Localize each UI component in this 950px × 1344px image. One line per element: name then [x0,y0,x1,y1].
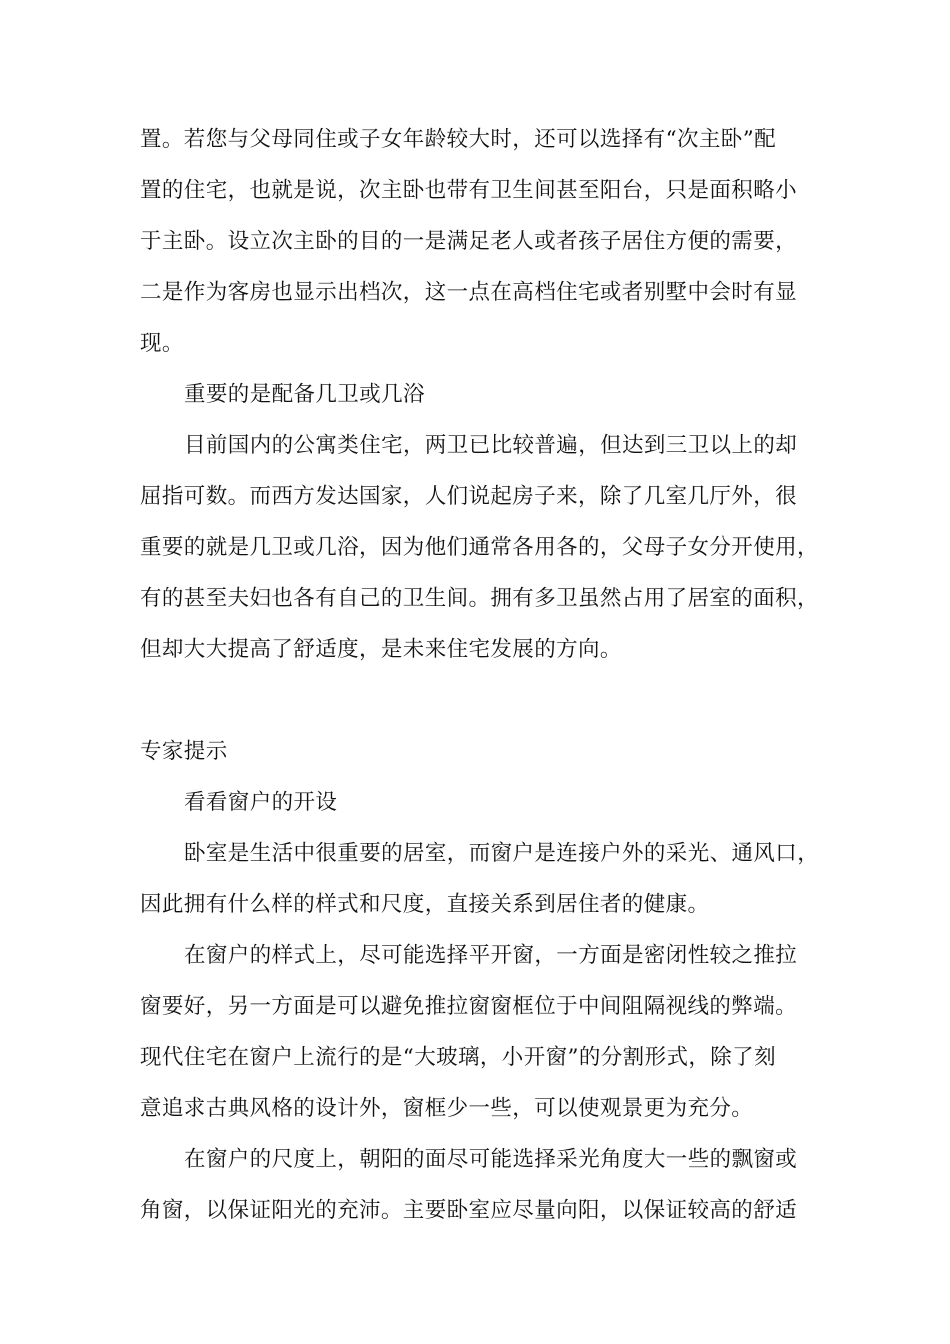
text-line: 屈指可数。而西方发达国家，人们说起房子来，除了几室几厅外，很 [140,484,798,509]
text-line: 于主卧。设立次主卧的目的一是满足老人或者孩子居住方便的需要， [140,229,798,254]
paragraph-window-importance [140,828,830,930]
text-line: 置的住宅，也就是说，次主卧也带有卫生间甚至阳台，只是面积略小 [140,178,798,203]
section-title: 专家提示 [140,739,228,764]
text-line: 置。若您与父母同住或子女年龄较大时，还可以选择有“次主卧”配 [140,127,776,152]
text-line: 目前国内的公寓类住宅，两卫已比较普遍，但达到三卫以上的却 [184,433,798,458]
text-line: 但却大大提高了舒适度，是未来住宅发展的方向。 [140,637,622,662]
text-line: 现。 [140,331,184,356]
text-line: 在窗户的尺度上，朝阳的面尽可能选择采光角度大一些的飘窗或 [184,1147,798,1172]
subheading-bathrooms: 重要的是配备几卫或几浴 [184,382,425,407]
text-line: 因此拥有什么样的样式和尺度，直接关系到居住者的健康。 [140,892,710,917]
paragraph-bathrooms [140,420,830,675]
text-line: 意追求古典风格的设计外，窗框少一些，可以使观景更为充分。 [140,1096,754,1121]
subheading-windows: 看看窗户的开设 [184,790,338,815]
text-line: 现代住宅在窗户上流行的是“大玻璃，小开窗”的分割形式，除了刻 [140,1045,776,1070]
text-line: 有的甚至夫妇也各有自己的卫生间。拥有多卫虽然占用了居室的面积， [140,586,819,611]
text-line: 二是作为客房也显示出档次，这一点在高档住宅或者别墅中会时有显 [140,280,798,305]
paragraph-window-style [140,930,830,1134]
text-line: 卧室是生活中很重要的居室，而窗户是连接户外的采光、通风口， [184,841,820,866]
document-body [140,114,830,1236]
text-line: 重要的就是几卫或几浴，因为他们通常各用各的，父母子女分开使用， [140,535,819,560]
paragraph-continued [140,114,830,369]
paragraph-window-size [140,1134,830,1236]
text-line: 在窗户的样式上，尽可能选择平开窗，一方面是密闭性较之推拉 [184,943,798,968]
text-line: 角窗，以保证阳光的充沛。主要卧室应尽量向阳，以保证较高的舒适 [140,1198,798,1223]
text-line: 窗要好，另一方面是可以避免推拉窗窗框位于中间阻隔视线的弊端。 [140,994,798,1019]
blank-line [140,675,830,726]
